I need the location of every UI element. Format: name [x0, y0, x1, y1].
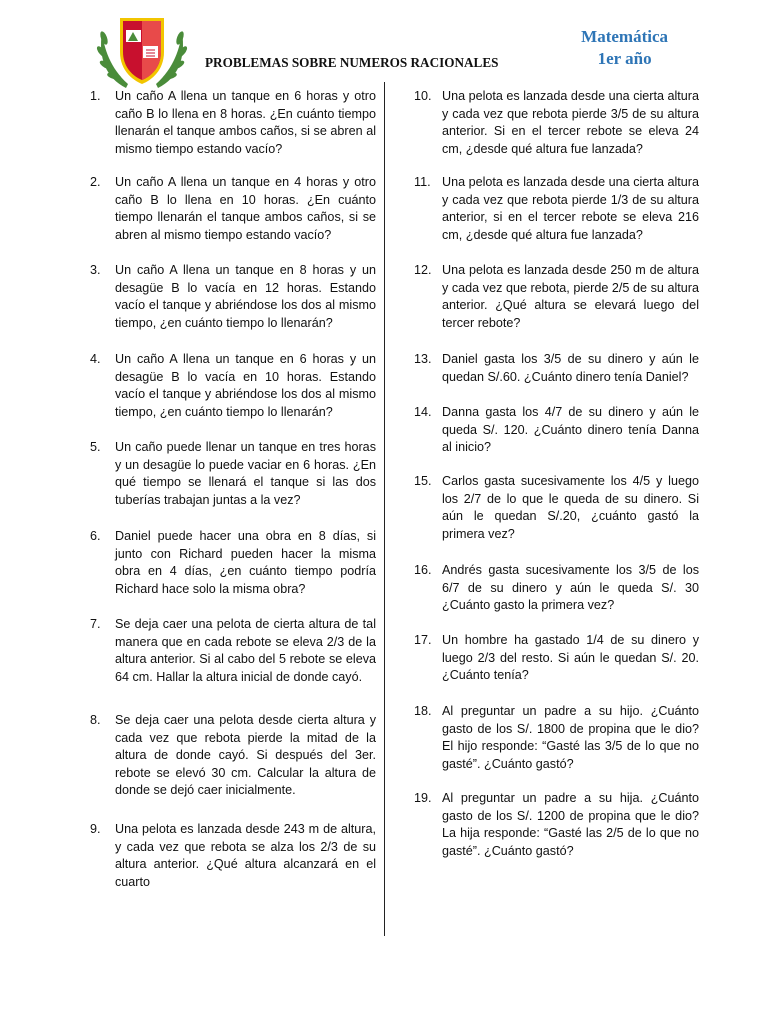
- problem-number: 3.: [90, 263, 101, 277]
- problem-text: Una pelota es lanzada desde una cierta altura y cada vez que rebota pierde 1/3 de su altura anterior, si en el tercer rebote se eleva 216 cm, ¿desde qué altura fue lanzada?: [442, 175, 699, 242]
- problem-item: [414, 632, 699, 685]
- problem-text: Danna gasta los 4/7 de su dinero y aún le queda S/. 120. ¿Cuánto dinero tenía Danna al inicio?: [442, 405, 699, 455]
- problem-number: 16.: [414, 563, 432, 577]
- problem-number: 18.: [414, 704, 432, 718]
- problem-text: Una pelota es lanzada desde una cierta altura y cada vez que rebota pierde 3/5 de su altura anterior. Si en el tercer rebote se eleva 24 cm, ¿desde qué altura fue lanzada?: [442, 89, 699, 156]
- problem-item: [414, 174, 699, 244]
- problem-item: [414, 404, 699, 457]
- problem-number: 10.: [414, 89, 432, 103]
- problem-number: 19.: [414, 791, 432, 805]
- problem-text: Un caño puede llenar un tanque en tres horas y un desagüe lo puede vaciar en 6 horas. ¿En qué tiempo se llenará el tanque si las dos tuberías trabajan juntas a la vez?: [115, 440, 376, 507]
- problem-number: 12.: [414, 263, 432, 277]
- problem-item: [414, 88, 699, 158]
- column-divider: [384, 82, 385, 936]
- problem-item: [90, 351, 376, 421]
- problem-number: 7.: [90, 617, 101, 631]
- problem-text: Al preguntar un padre a su hija. ¿Cuánto gasto de los S/. 1200 de propina que le dio? La hija responde: “Gasté las 2/5 de lo que no gasté”. ¿Cuánto gastó?: [442, 791, 699, 858]
- problem-item: [414, 351, 699, 386]
- grade-level: 1er año: [597, 49, 652, 68]
- problem-number: 4.: [90, 352, 101, 366]
- problem-number: 15.: [414, 474, 432, 488]
- problem-number: 8.: [90, 713, 101, 727]
- problem-text: Un hombre ha gastado 1/4 de su dinero y luego 2/3 del resto. Si aún le quedan S/. 20. ¿Cuánto tenía?: [442, 633, 699, 683]
- problem-text: Un caño A llena un tanque en 6 horas y otro caño B lo llena en 8 horas. ¿En cuánto tiempo llenarán el tanque ambos caños, si se abren al mismo tiempo estando vacío?: [115, 89, 376, 156]
- problem-item: [90, 262, 376, 332]
- problem-text: Un caño A llena un tanque en 6 horas y un desagüe B lo vacía en 10 horas. Estando vacío el tanque y abriéndose los dos al mismo tiempo, ¿en cuánto tiempo lo llenarán?: [115, 352, 376, 419]
- subject-label: [581, 26, 668, 70]
- problem-item: [90, 821, 376, 891]
- problem-item: [90, 712, 376, 800]
- problem-text: Daniel gasta los 3/5 de su dinero y aún le quedan S/.60. ¿Cuánto dinero tenía Daniel?: [442, 352, 699, 384]
- shield-icon: [120, 18, 164, 84]
- problem-item: [90, 616, 376, 686]
- school-crest-logo: [96, 8, 188, 92]
- problem-text: Daniel puede hacer una obra en 8 días, si junto con Richard pueden hacer la misma obra en 4 días, ¿en cuánto tiempo podría Richard hace solo la misma obra?: [115, 529, 376, 596]
- problem-text: Andrés gasta sucesivamente los 3/5 de los 6/7 de su dinero y aún le queda S/. 30 ¿Cuánto gasto la primera vez?: [442, 563, 699, 613]
- page-title: PROBLEMAS SOBRE NUMEROS RACIONALES: [205, 55, 499, 70]
- problem-number: 9.: [90, 822, 101, 836]
- problem-item: [414, 562, 699, 615]
- problem-number: 17.: [414, 633, 432, 647]
- problem-item: [90, 528, 376, 598]
- problem-number: 5.: [90, 440, 101, 454]
- problem-text: Se deja caer una pelota desde cierta altura y cada vez que rebota pierde la mitad de la altura de donde cayó. Si después del 3er. rebote se elevó 30 cm. Calcular la altura de donde se dejó caer inicialmente.: [115, 713, 376, 798]
- problem-item: [414, 703, 699, 773]
- problem-item: [90, 439, 376, 509]
- problem-text: Una pelota es lanzada desde 243 m de altura, y cada vez que rebota se alza los 2/3 de su altura anterior. ¿Qué altura alcanzará en el cuarto: [115, 822, 376, 889]
- problem-item: [90, 88, 376, 158]
- problem-text: Al preguntar un padre a su hijo. ¿Cuánto gasto de los S/. 1800 de propina que le dio? El hijo responde: “Gasté las 3/5 de lo que no gasté”. ¿Cuánto gastó?: [442, 704, 699, 771]
- problem-number: 13.: [414, 352, 432, 366]
- problem-item: [414, 473, 699, 543]
- problem-number: 2.: [90, 175, 101, 189]
- problem-text: Un caño A llena un tanque en 8 horas y un desagüe B lo vacía en 12 horas. Estando vacío el tanque y abriéndose los dos al mismo tiempo, ¿en cuánto tiempo lo llenarán?: [115, 263, 376, 330]
- problem-item: [90, 174, 376, 244]
- problem-number: 6.: [90, 529, 101, 543]
- problem-item: [414, 262, 699, 332]
- problem-number: 1.: [90, 89, 101, 103]
- problem-text: Carlos gasta sucesivamente los 4/5 y luego los 2/7 de lo que le queda de su dinero. Si aún le quedan S/.20, ¿cuánto gastó la primera vez?: [442, 474, 699, 541]
- problem-number: 11.: [414, 175, 431, 189]
- problem-text: Un caño A llena un tanque en 4 horas y otro caño B lo llena en 10 horas. ¿En cuánto tiempo llenarán el tanque ambos caños, si se abren al mismo tiempo estando vacío?: [115, 175, 376, 242]
- problem-number: 14.: [414, 405, 432, 419]
- problem-text: Una pelota es lanzada desde 250 m de altura y cada vez que rebota, pierde 2/5 de su altura anterior. ¿Qué altura se elevará luego del tercer rebote?: [442, 263, 699, 330]
- problem-item: [414, 790, 699, 860]
- subject-name: Matemática: [581, 27, 668, 46]
- problem-text: Se deja caer una pelota de cierta altura de tal manera que en cada rebote se eleva 2/3 de la altura anterior. Si al cabo del 5 rebote se eleva 64 cm. Hallar la altura inicial de donde cayó.: [115, 617, 376, 684]
